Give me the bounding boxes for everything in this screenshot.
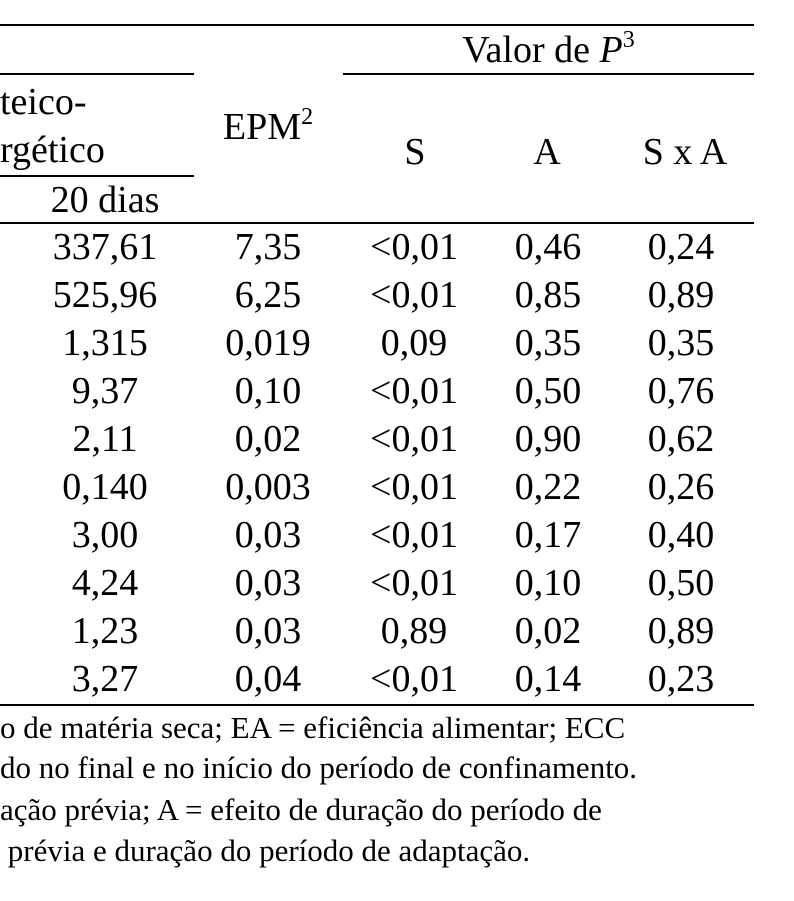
- p-value-a: 0,22: [514, 466, 582, 508]
- col-header-a: A: [533, 131, 561, 173]
- footnote-line-2: do no final e no início do período de confinamento.: [0, 750, 638, 785]
- p-value-a: 0,46: [514, 226, 582, 268]
- p-value-s: <0,01: [370, 562, 458, 604]
- p-value-sxa: 0,89: [647, 274, 715, 316]
- value-20-dias: 525,96: [52, 274, 158, 316]
- p-value-sxa: 0,62: [647, 418, 715, 460]
- p-value-a: 0,50: [514, 370, 582, 412]
- p-value-s: <0,01: [370, 466, 458, 508]
- p-value-prefix: Valor de: [462, 29, 600, 71]
- p-value-sxa: 0,40: [647, 514, 715, 556]
- p-value-s: <0,01: [370, 370, 458, 412]
- p-value-a: 0,02: [514, 610, 582, 652]
- group-label-line1: teico-: [0, 81, 87, 123]
- value-epm: 0,04: [234, 658, 302, 700]
- p-value-header: [343, 28, 754, 72]
- value-20-dias: 337,61: [52, 226, 158, 268]
- p-value-sxa: 0,24: [647, 226, 715, 268]
- table-top-rule: [0, 24, 754, 26]
- value-20-dias: 1,315: [62, 322, 148, 364]
- group-header-rule: [0, 73, 194, 75]
- epm-label: EPM: [222, 106, 302, 148]
- footnote-line-3: ação prévia; A = efeito de duração do período de: [0, 792, 602, 827]
- p-value-a: 0,90: [514, 418, 582, 460]
- value-20-dias: 1,23: [71, 610, 139, 652]
- p-value-s: <0,01: [370, 418, 458, 460]
- value-epm: 0,03: [234, 610, 302, 652]
- col-header-sxa: S x A: [642, 131, 728, 173]
- value-20-dias: 4,24: [71, 562, 139, 604]
- value-epm: 0,10: [234, 370, 302, 412]
- p-value-footnote-mark: 3: [622, 27, 635, 53]
- value-epm: 0,003: [225, 466, 311, 508]
- p-value-var: P: [599, 29, 623, 71]
- p-value-s: 0,89: [380, 610, 448, 652]
- p-value-a: 0,85: [514, 274, 582, 316]
- value-epm: 0,019: [225, 322, 311, 364]
- value-20-dias: 0,140: [62, 466, 148, 508]
- p-value-s: <0,01: [370, 658, 458, 700]
- value-epm: 0,03: [234, 514, 302, 556]
- table-bottom-rule: [0, 704, 754, 706]
- p-value-s: <0,01: [370, 226, 458, 268]
- value-epm: 0,02: [234, 418, 302, 460]
- epm-header: [204, 105, 332, 149]
- p-value-sxa: 0,76: [647, 370, 715, 412]
- p-value-s: <0,01: [370, 514, 458, 556]
- epm-footnote-mark: 2: [301, 104, 314, 130]
- col-header-s: S: [404, 131, 426, 173]
- sub-label-20-dias: 20 dias: [50, 179, 160, 221]
- value-20-dias: 2,11: [72, 418, 138, 460]
- p-value-s: <0,01: [370, 274, 458, 316]
- footnote-line-4: prévia e duração do período de adaptação.: [0, 833, 531, 868]
- value-20-dias: 3,27: [71, 658, 139, 700]
- p-value-a: 0,35: [514, 322, 582, 364]
- p-value-a: 0,10: [514, 562, 582, 604]
- value-20-dias: 9,37: [71, 370, 139, 412]
- value-epm: 6,25: [234, 274, 302, 316]
- value-20-dias: 3,00: [71, 514, 139, 556]
- p-value-a: 0,14: [514, 658, 582, 700]
- p-value-sxa: 0,23: [647, 658, 715, 700]
- p-value-s: 0,09: [380, 322, 448, 364]
- header-bottom-rule: [0, 222, 754, 224]
- p-value-sxa: 0,89: [647, 610, 715, 652]
- p-value-sxa: 0,26: [647, 466, 715, 508]
- p-value-a: 0,17: [514, 514, 582, 556]
- p-value-sxa: 0,35: [647, 322, 715, 364]
- footnote-line-1: o de matéria seca; EA = eficiência alimentar; ECC: [0, 710, 626, 745]
- p-value-header-rule: [343, 73, 754, 75]
- value-epm: 0,03: [234, 562, 302, 604]
- value-epm: 7,35: [234, 226, 302, 268]
- group-label-line2: rgético: [0, 129, 105, 171]
- subgroup-rule: [0, 175, 194, 177]
- p-value-sxa: 0,50: [647, 562, 715, 604]
